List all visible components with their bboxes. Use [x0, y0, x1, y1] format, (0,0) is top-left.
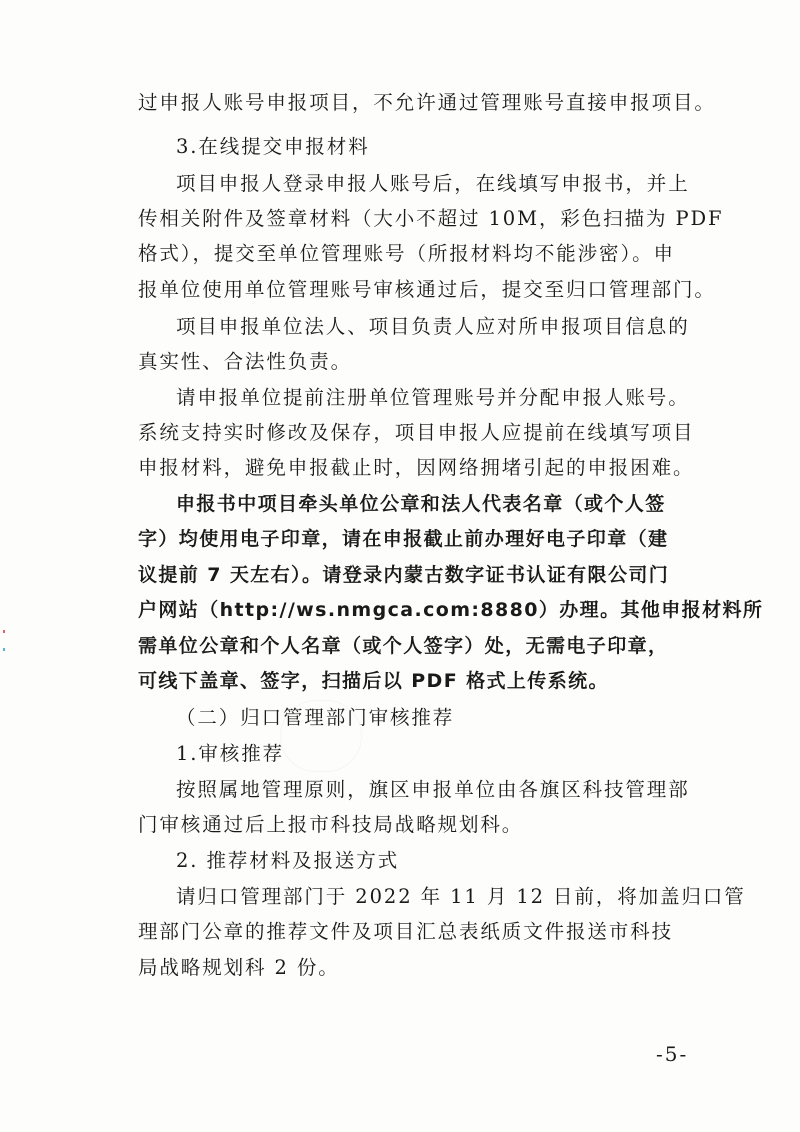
paragraph-line: 真实性、合法性负责。	[138, 350, 353, 373]
paragraph-line: 项目申报单位法人、项目负责人应对所申报项目信息的	[176, 315, 690, 338]
paragraph-line: 申报材料，避免申报截止时，因网络拥堵引起的申报困难。	[138, 456, 695, 479]
paragraph-line: 门审核通过后上报市科技局战略规划科。	[138, 813, 524, 836]
paragraph-line: 系统支持实时修改及保存，项目申报人应提前在线填写项目	[138, 421, 695, 444]
bold-paragraph-line: 字）均使用电子印章，请在申报截止前办理好电子印章（建	[138, 528, 669, 550]
scan-edge-mark	[3, 648, 5, 651]
paragraph-line: 过申报人账号申报项目，不允许通过管理账号直接申报项目。	[138, 91, 716, 114]
section-heading: 1.审核推荐	[176, 742, 285, 765]
bold-paragraph-line: 议提前 7 天左右）。请登录内蒙古数字证书认证有限公司门	[138, 564, 670, 586]
bold-paragraph-line: 需单位公章和个人名章（或个人签字）处，无需电子印章，	[138, 635, 669, 657]
paragraph-line: 项目申报人登录申报人账号后，在线填写申报书，并上	[176, 172, 690, 195]
section-heading: 2. 推荐材料及报送方式	[176, 849, 400, 872]
section-heading: 3.在线提交申报材料	[176, 135, 370, 158]
paragraph-line: 传相关附件及签章材料（大小不超过 10M，彩色扫描为 PDF	[138, 207, 724, 230]
paragraph-line: 局战略规划科 2 份。	[138, 956, 340, 979]
page-number: -5-	[656, 1042, 689, 1066]
bold-paragraph-line: 可线下盖章、签字，扫描后以 PDF 格式上传系统。	[138, 670, 609, 692]
scan-edge-mark	[3, 630, 5, 633]
paragraph-line: 请归口管理部门于 2022 年 11 月 12 日前，将加盖归口管	[176, 885, 746, 908]
paragraph-line: 格式），提交至单位管理账号（所报材料均不能涉密）。申	[138, 242, 675, 265]
bold-paragraph-line: 申报书中项目牵头单位公章和法人代表名章（或个人签	[176, 493, 666, 515]
paragraph-line: 报单位使用单位管理账号审核通过后，提交至归口管理部门。	[138, 278, 716, 301]
paragraph-line: 按照属地管理原则，旗区申报单位由各旗区科技管理部	[176, 778, 690, 801]
paragraph-line: 请申报单位提前注册单位管理账号并分配申报人账号。	[176, 386, 690, 409]
section-heading: （二）归口管理部门审核推荐	[176, 706, 455, 729]
bold-paragraph-line: 户网站（http://ws.nmgca.com:8880）办理。其他申报材料所	[138, 599, 764, 621]
paragraph-line: 理部门公章的推荐文件及项目汇总表纸质文件报送市科技	[138, 920, 674, 943]
